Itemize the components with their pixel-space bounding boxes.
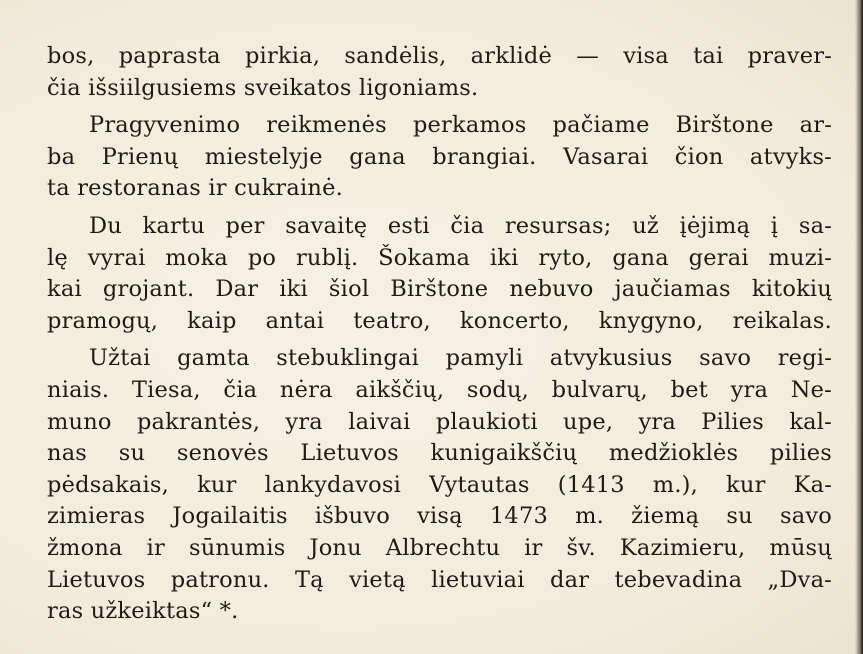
text-line: ta restoranas ir cukrainė. <box>47 175 343 202</box>
text-line: Užtai gamta stebuklingai pamyli atvykusius savo regi- <box>89 345 832 372</box>
paragraph <box>47 343 832 627</box>
paragraph <box>47 110 832 205</box>
text-line: pėdsakais, kur lankydavosi Vytautas (1413 m.), kur Ka- <box>47 471 832 498</box>
text-line: Pragyvenimo reikmenės perkamos pačiame Birštone ar- <box>89 112 832 139</box>
text-line: Lietuvos patronu. Tą vietą lietuviai dar tebevadina „Dva- <box>47 566 832 593</box>
text-line: zimieras Jogailaitis išbuvo visą 1473 m. žiemą su savo <box>47 503 832 530</box>
text-line: Du kartu per savaitę esti čia resursas; už įėjimą į sa- <box>89 212 832 239</box>
paragraph <box>47 211 832 337</box>
text-line: bos, paprasta pirkia, sandėlis, arklidė — visa tai praver- <box>47 43 832 69</box>
body-text <box>47 41 832 628</box>
text-line: lę vyrai moka po rublį. Šokama iki ryto, gana gerai muzi- <box>47 244 832 271</box>
text-line: kai grojant. Dar iki šiol Birštone nebuvo jaučiamas kitokių <box>47 276 832 303</box>
text-line: pramogų, kaip antai teatro, koncerto, knygyno, reikalas. <box>47 307 832 334</box>
text-line: ras užkeiktas“ *. <box>47 598 239 625</box>
text-line: žmona ir sūnumis Jonu Albrechtu ir šv. Kazimieru, mūsų <box>47 534 832 561</box>
text-line: nas su senovės Lietuvos kunigaikščių medžioklės pilies <box>47 440 832 467</box>
text-line: ba Prienų miestelyje gana brangiai. Vasarai čion atvyks- <box>47 143 832 170</box>
text-line: niais. Tiesa, čia nėra aikščių, sodų, bulvarų, bet yra Ne- <box>47 376 832 403</box>
text-line: muno pakrantės, yra laivai plaukioti upe, yra Pilies kal- <box>47 408 832 435</box>
page-edge-shadow <box>855 0 863 654</box>
text-line: čia išsiilgusiems sveikatos ligoniams. <box>47 74 479 101</box>
paragraph <box>47 41 832 104</box>
